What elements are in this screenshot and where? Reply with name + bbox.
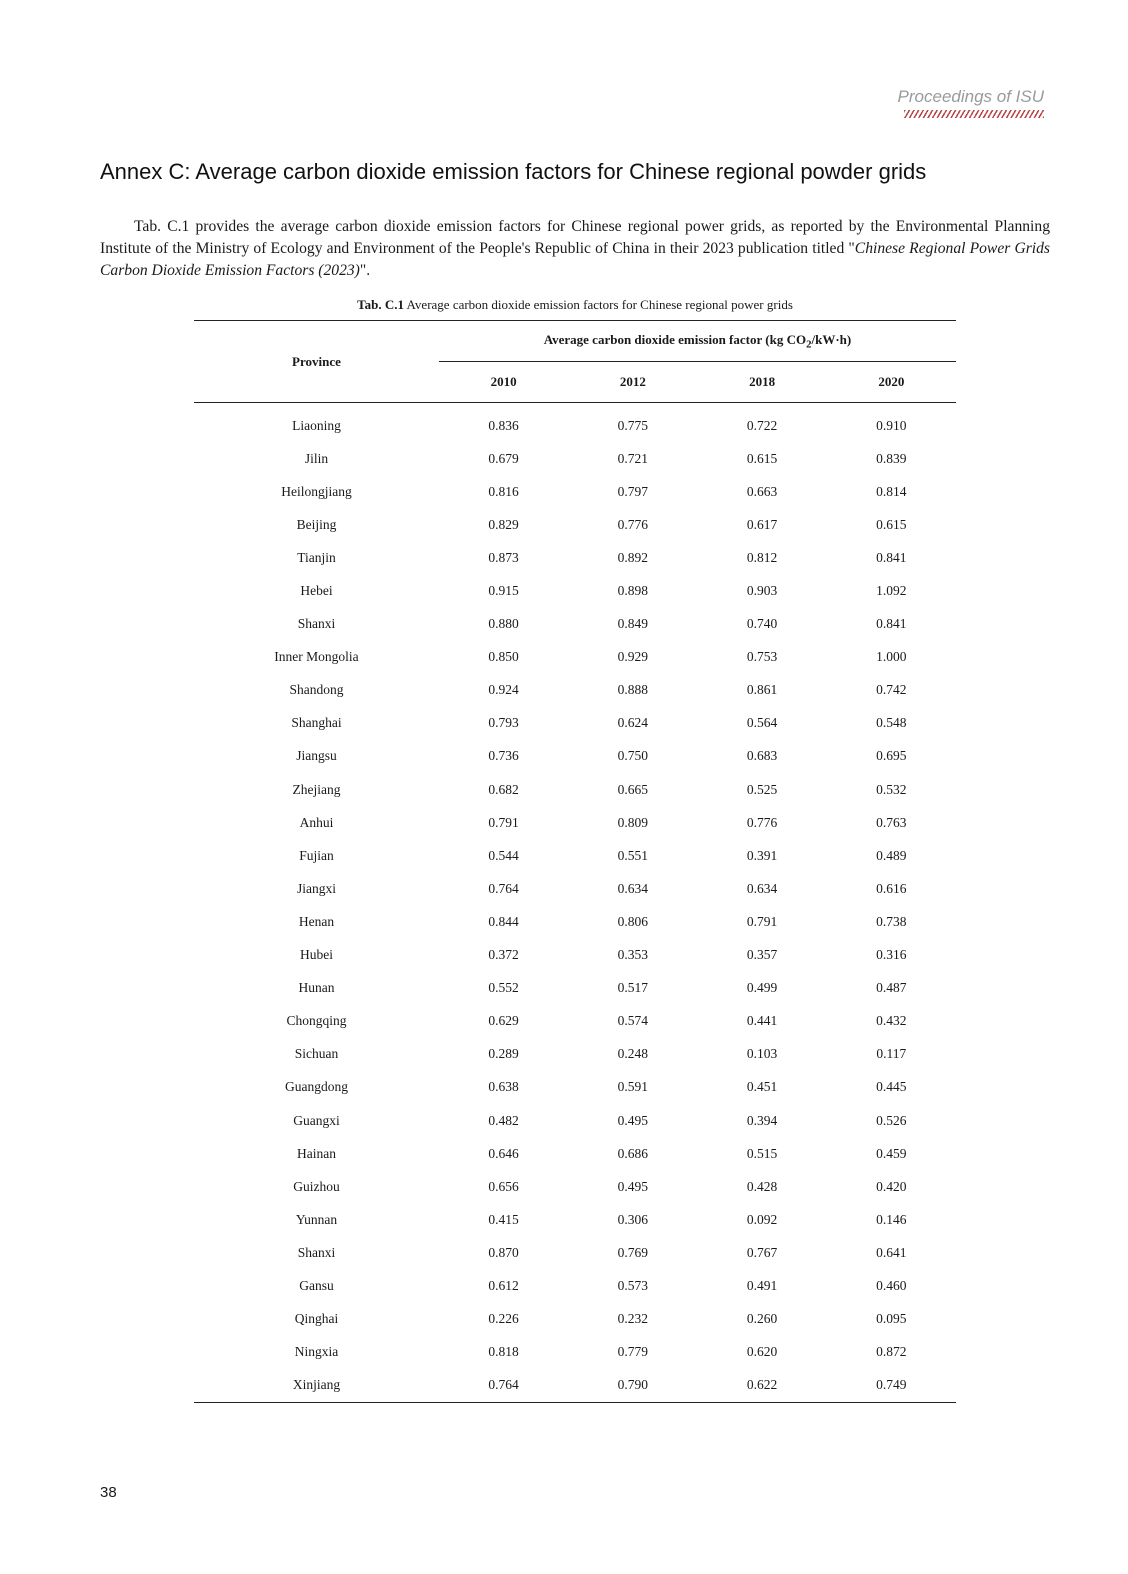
table-row bbox=[194, 574, 956, 607]
emission-value-cell: 0.898 bbox=[617, 583, 648, 599]
emission-value-cell: 0.861 bbox=[746, 682, 778, 698]
emission-value-cell: 0.791 bbox=[488, 814, 519, 830]
emission-value-cell: 0.839 bbox=[876, 450, 907, 466]
emission-value-cell: 0.641 bbox=[876, 1244, 907, 1260]
emission-value-cell: 0.793 bbox=[488, 715, 519, 731]
province-cell: Shanghai bbox=[291, 715, 342, 731]
emission-value-cell: 0.491 bbox=[746, 1277, 778, 1293]
emission-value-cell: 0.552 bbox=[488, 980, 519, 996]
emission-value-cell: 0.226 bbox=[488, 1311, 519, 1327]
province-cell: Heilongjiang bbox=[281, 483, 352, 499]
intro-paragraph bbox=[100, 216, 1050, 282]
group-header-prefix: Average carbon dioxide emission factor (kg CO bbox=[543, 331, 807, 347]
emission-value-cell: 0.740 bbox=[746, 616, 778, 632]
running-head bbox=[898, 86, 1044, 118]
emission-value-cell: 0.809 bbox=[617, 814, 648, 830]
emission-value-cell: 0.515 bbox=[746, 1145, 778, 1161]
table-row bbox=[194, 1203, 956, 1236]
table-row bbox=[194, 972, 956, 1005]
emission-value-cell: 0.929 bbox=[617, 649, 648, 665]
emission-value-cell: 0.394 bbox=[746, 1112, 778, 1128]
emission-factor-table bbox=[194, 320, 956, 1403]
emission-value-cell: 0.306 bbox=[617, 1211, 648, 1227]
province-cell: Jiangxi bbox=[296, 880, 336, 896]
table-row bbox=[194, 1104, 956, 1137]
emission-value-cell: 0.753 bbox=[746, 649, 778, 665]
emission-value-cell: 0.776 bbox=[746, 814, 778, 830]
emission-value-cell: 0.775 bbox=[617, 417, 648, 433]
emission-value-cell: 0.870 bbox=[488, 1244, 519, 1260]
group-header-suffix: /kW·h) bbox=[811, 331, 852, 347]
emission-value-cell: 0.695 bbox=[876, 748, 907, 764]
emission-value-cell: 0.841 bbox=[876, 549, 907, 565]
emission-value-cell: 0.092 bbox=[746, 1211, 778, 1227]
emission-value-cell: 0.532 bbox=[876, 781, 907, 797]
province-cell: Xinjiang bbox=[292, 1377, 341, 1393]
year-header: 2020 bbox=[827, 362, 956, 403]
emission-value-cell: 0.880 bbox=[488, 616, 519, 632]
emission-value-cell: 0.615 bbox=[746, 450, 778, 466]
province-cell: Jilin bbox=[304, 450, 329, 466]
emission-value-cell: 0.612 bbox=[488, 1277, 519, 1293]
emission-value-cell: 0.489 bbox=[876, 847, 907, 863]
emission-value-cell: 0.665 bbox=[617, 781, 648, 797]
province-cell: Qinghai bbox=[294, 1311, 339, 1327]
emission-value-cell: 0.764 bbox=[488, 880, 519, 896]
table-row bbox=[194, 1137, 956, 1170]
emission-value-cell: 0.622 bbox=[746, 1377, 778, 1393]
emission-value-cell: 0.736 bbox=[488, 748, 519, 764]
emission-value-cell: 0.679 bbox=[488, 450, 519, 466]
emission-value-cell: 0.791 bbox=[746, 913, 778, 929]
emission-value-cell: 0.451 bbox=[746, 1079, 778, 1095]
emission-value-cell: 0.829 bbox=[488, 516, 519, 532]
page-number: 38 bbox=[100, 1484, 117, 1501]
emission-value-cell: 0.432 bbox=[876, 1013, 907, 1029]
emission-value-cell: 0.095 bbox=[876, 1311, 907, 1327]
emission-value-cell: 1.092 bbox=[876, 583, 907, 599]
emission-value-cell: 0.779 bbox=[617, 1344, 648, 1360]
emission-value-cell: 0.487 bbox=[876, 980, 907, 996]
emission-value-cell: 0.924 bbox=[488, 682, 519, 698]
emission-value-cell: 0.616 bbox=[876, 880, 907, 896]
emission-value-cell: 0.763 bbox=[876, 814, 907, 830]
emission-value-cell: 0.615 bbox=[876, 516, 907, 532]
table-row bbox=[194, 773, 956, 806]
emission-value-cell: 0.289 bbox=[488, 1046, 519, 1062]
table-row bbox=[194, 1269, 956, 1302]
emission-value-cell: 0.420 bbox=[876, 1178, 907, 1194]
province-cell: Chongqing bbox=[286, 1013, 347, 1029]
emission-value-cell: 0.495 bbox=[617, 1178, 648, 1194]
emission-value-cell: 0.499 bbox=[746, 980, 778, 996]
intro-text-end: ". bbox=[359, 262, 371, 279]
emission-value-cell: 0.892 bbox=[617, 549, 648, 565]
journal-name: Proceedings of ISU bbox=[897, 87, 1044, 106]
emission-value-cell: 0.526 bbox=[876, 1112, 907, 1128]
emission-value-cell: 0.103 bbox=[746, 1046, 778, 1062]
emission-value-cell: 0.316 bbox=[876, 947, 907, 963]
province-cell: Ningxia bbox=[294, 1344, 339, 1360]
province-cell: Inner Mongolia bbox=[274, 649, 359, 665]
emission-value-cell: 0.797 bbox=[617, 483, 648, 499]
emission-value-cell: 0.850 bbox=[488, 649, 519, 665]
emission-value-cell: 0.248 bbox=[617, 1046, 648, 1062]
emission-value-cell: 0.721 bbox=[617, 450, 648, 466]
province-cell: Guizhou bbox=[293, 1178, 340, 1194]
emission-value-cell: 0.767 bbox=[746, 1244, 778, 1260]
emission-value-cell: 1.000 bbox=[876, 649, 907, 665]
emission-value-cell: 0.445 bbox=[876, 1079, 907, 1095]
emission-value-cell: 0.888 bbox=[617, 682, 648, 698]
emission-value-cell: 0.574 bbox=[617, 1013, 648, 1029]
table-caption bbox=[194, 297, 956, 313]
province-cell: Hubei bbox=[299, 947, 333, 963]
emission-value-cell: 0.722 bbox=[746, 417, 778, 433]
emission-value-cell: 0.663 bbox=[746, 483, 778, 499]
year-header: 2012 bbox=[568, 362, 697, 403]
emission-value-cell: 0.776 bbox=[617, 516, 648, 532]
table-row bbox=[194, 1236, 956, 1269]
emission-value-cell: 0.818 bbox=[488, 1344, 519, 1360]
emission-value-cell: 0.634 bbox=[746, 880, 778, 896]
table-row bbox=[194, 1303, 956, 1336]
province-cell: Sichuan bbox=[294, 1046, 339, 1062]
province-cell: Hainan bbox=[296, 1145, 336, 1161]
emission-value-cell: 0.624 bbox=[617, 715, 648, 731]
emission-value-cell: 0.915 bbox=[488, 583, 519, 599]
emission-value-cell: 0.742 bbox=[876, 682, 907, 698]
table-caption-label: Tab. C.1 bbox=[357, 297, 404, 312]
table-row bbox=[194, 1038, 956, 1071]
province-cell: Fujian bbox=[299, 847, 334, 863]
province-cell: Anhui bbox=[299, 814, 334, 830]
emission-value-cell: 0.841 bbox=[876, 616, 907, 632]
emission-value-cell: 0.620 bbox=[746, 1344, 778, 1360]
emission-value-cell: 0.682 bbox=[488, 781, 519, 797]
emission-value-cell: 0.764 bbox=[488, 1377, 519, 1393]
province-cell: Henan bbox=[298, 913, 335, 929]
emission-value-cell: 0.517 bbox=[617, 980, 648, 996]
emission-value-cell: 0.482 bbox=[488, 1112, 519, 1128]
emission-value-cell: 0.495 bbox=[617, 1112, 648, 1128]
table-row bbox=[194, 1170, 956, 1203]
emission-value-cell: 0.391 bbox=[746, 847, 778, 863]
emission-value-cell: 0.353 bbox=[617, 947, 648, 963]
emission-value-cell: 0.551 bbox=[617, 847, 648, 863]
annex-title: Annex C: Average carbon dioxide emission factors for Chinese regional powder grids bbox=[100, 159, 927, 184]
emission-value-cell: 0.459 bbox=[876, 1145, 907, 1161]
emission-value-cell: 0.591 bbox=[617, 1079, 648, 1095]
emission-value-cell: 0.372 bbox=[488, 947, 519, 963]
emission-value-cell: 0.738 bbox=[876, 913, 907, 929]
emission-value-cell: 0.656 bbox=[488, 1178, 519, 1194]
group-header-subscript: 2 bbox=[806, 338, 812, 351]
emission-value-cell: 0.872 bbox=[876, 1344, 907, 1360]
table-row bbox=[194, 541, 956, 574]
table-row bbox=[194, 475, 956, 508]
emission-value-cell: 0.686 bbox=[617, 1145, 648, 1161]
province-cell: Shanxi bbox=[297, 616, 336, 632]
year-header: 2018 bbox=[697, 362, 826, 403]
table-row bbox=[194, 806, 956, 839]
table-row bbox=[194, 1369, 956, 1403]
emission-value-cell: 0.117 bbox=[876, 1046, 907, 1062]
table-row bbox=[194, 707, 956, 740]
emission-value-cell: 0.617 bbox=[746, 516, 778, 532]
emission-value-cell: 0.816 bbox=[488, 483, 519, 499]
header-hatch-rule bbox=[904, 110, 1044, 118]
province-cell: Shanxi bbox=[297, 1244, 336, 1260]
emission-value-cell: 0.428 bbox=[746, 1178, 778, 1194]
emission-value-cell: 0.749 bbox=[876, 1377, 907, 1393]
table-row bbox=[194, 442, 956, 475]
emission-value-cell: 0.544 bbox=[488, 847, 519, 863]
province-cell: Tianjin bbox=[297, 549, 336, 565]
emission-value-cell: 0.260 bbox=[746, 1311, 778, 1327]
emission-value-cell: 0.812 bbox=[746, 549, 778, 565]
table-row bbox=[194, 1336, 956, 1369]
year-header: 2010 bbox=[439, 362, 568, 403]
emission-value-cell: 0.232 bbox=[617, 1311, 648, 1327]
table-row bbox=[194, 641, 956, 674]
intro-text-start: Tab. C.1 provides the average carbon dioxide emission factors for Chinese regional power grids, as reported by the Environmental Planning Institute of the Ministry of Ecology and Environment of the People's Republic of China in their 2023 publication titled " bbox=[100, 218, 1050, 257]
emission-value-cell: 0.873 bbox=[488, 549, 519, 565]
emission-value-cell: 0.573 bbox=[617, 1277, 648, 1293]
province-cell: Zhejiang bbox=[292, 781, 341, 797]
intro-publication-title: Chinese Regional Power Grids Carbon Dioxide Emission Factors (2023) bbox=[100, 240, 1050, 279]
emission-value-cell: 0.769 bbox=[617, 1244, 648, 1260]
province-cell: Jiangsu bbox=[296, 748, 337, 764]
table-row bbox=[194, 872, 956, 905]
emission-value-cell: 0.844 bbox=[488, 913, 519, 929]
emission-value-cell: 0.814 bbox=[876, 483, 907, 499]
emission-value-cell: 0.849 bbox=[617, 616, 648, 632]
table-row bbox=[194, 1005, 956, 1038]
emission-value-cell: 0.548 bbox=[876, 715, 907, 731]
province-cell: Gansu bbox=[299, 1277, 334, 1293]
province-cell: Hunan bbox=[298, 980, 335, 996]
table-row bbox=[194, 839, 956, 872]
emission-value-cell: 0.415 bbox=[488, 1211, 519, 1227]
emission-value-cell: 0.441 bbox=[746, 1013, 778, 1029]
emission-value-cell: 0.790 bbox=[617, 1377, 648, 1393]
table-row bbox=[194, 674, 956, 707]
emission-value-cell: 0.146 bbox=[876, 1211, 907, 1227]
emission-value-cell: 0.634 bbox=[617, 880, 648, 896]
province-cell: Liaoning bbox=[292, 417, 341, 433]
emission-value-cell: 0.683 bbox=[746, 748, 778, 764]
table-caption-text: Average carbon dioxide emission factors for Chinese regional power grids bbox=[403, 297, 793, 312]
table-row bbox=[194, 905, 956, 938]
emission-value-cell: 0.357 bbox=[746, 947, 778, 963]
table-row bbox=[194, 608, 956, 641]
emission-value-cell: 0.903 bbox=[746, 583, 778, 599]
emission-value-cell: 0.638 bbox=[488, 1079, 519, 1095]
emission-value-cell: 0.564 bbox=[746, 715, 778, 731]
province-cell: Beijing bbox=[296, 516, 337, 532]
province-cell: Yunnan bbox=[295, 1211, 338, 1227]
emission-value-cell: 0.525 bbox=[746, 781, 778, 797]
emission-value-cell: 0.460 bbox=[876, 1277, 907, 1293]
province-cell: Guangxi bbox=[293, 1112, 340, 1128]
table-row bbox=[194, 403, 956, 443]
province-cell: Shandong bbox=[289, 682, 344, 698]
province-cell: Guangdong bbox=[284, 1079, 348, 1095]
emission-value-cell: 0.629 bbox=[488, 1013, 519, 1029]
table-row bbox=[194, 740, 956, 773]
table-row bbox=[194, 1071, 956, 1104]
table-row bbox=[194, 939, 956, 972]
emission-value-cell: 0.910 bbox=[876, 417, 907, 433]
province-cell: Hebei bbox=[300, 583, 333, 599]
emission-value-cell: 0.646 bbox=[488, 1145, 519, 1161]
emission-factor-group-header bbox=[439, 321, 956, 362]
emission-value-cell: 0.806 bbox=[617, 913, 648, 929]
emission-value-cell: 0.750 bbox=[617, 748, 648, 764]
emission-value-cell: 0.836 bbox=[488, 417, 519, 433]
table-row bbox=[194, 508, 956, 541]
province-header: Province bbox=[194, 321, 439, 403]
